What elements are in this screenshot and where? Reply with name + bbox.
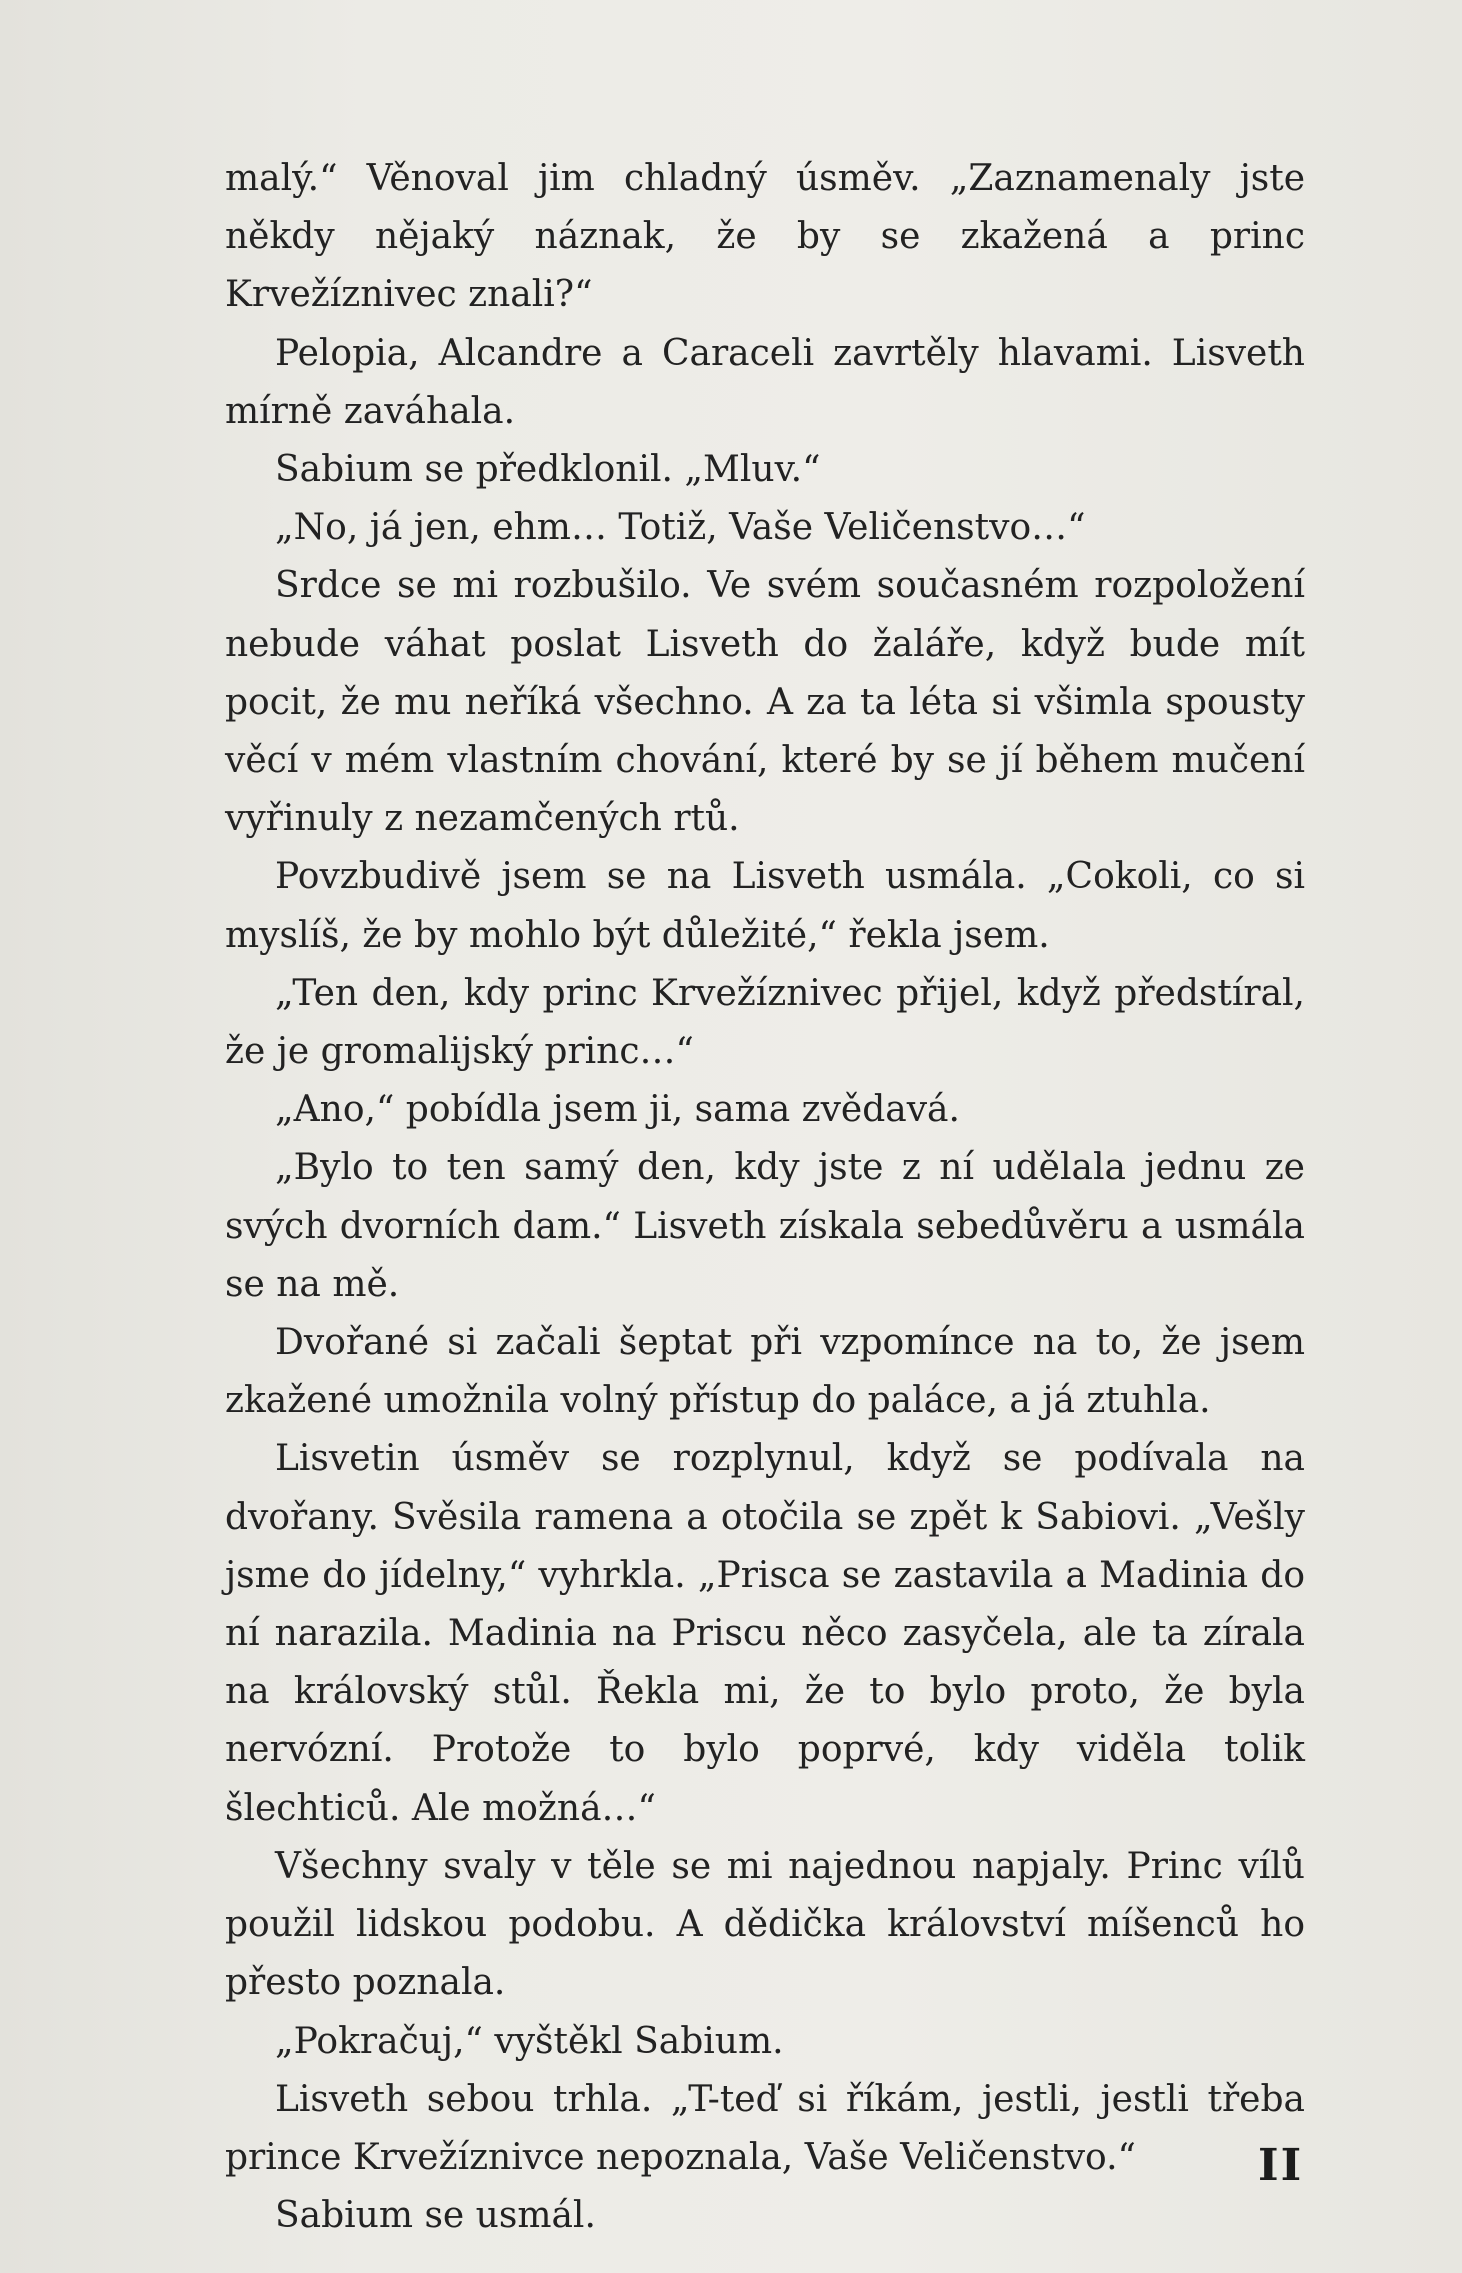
paragraph: „No, já jen, ehm… Totiž, Vaše Veličenstvo…“ bbox=[275, 507, 1086, 549]
paragraph: malý.“ Věnoval jim chladný úsměv. „Zaznamenaly jste někdy nějaký náznak, že by se zkažená a princ Krvežíznivec znali?“ bbox=[225, 158, 1305, 316]
paragraph: Všechny svaly v těle se mi najednou napjaly. Princ vílů použil lidskou podobu. A dědička království míšenců ho přesto poznala. bbox=[225, 1845, 1305, 2004]
paragraph: Lisvetin úsměv se rozplynul, když se podívala na dvořany. Svěsila ramena a otočila se zpět k Sabiovi. „Vešly jsme do jídelny,“ vyhrkla. „Prisca se zastavila a Madinia do ní narazila. Madinia na Priscu něco zasyčela, ale ta zírala na královský stůl. Řekla mi, že to bylo proto, že byla nervózní. Protože to bylo poprvé, kdy viděla tolik šlechticů. Ale možná…“ bbox=[225, 1438, 1305, 1829]
page-number: II bbox=[1258, 2140, 1304, 2191]
body-text bbox=[225, 150, 1305, 2245]
paragraph: „Ten den, kdy princ Krvežíznivec přijel, když předstíral, že je gromalijský princ…“ bbox=[225, 972, 1305, 1073]
paragraph: Dvořané si začali šeptat při vzpomínce na to, že jsem zkažené umožnila volný přístup do paláce, a já ztuhla. bbox=[225, 1322, 1305, 1422]
paragraph: Povzbudivě jsem se na Lisveth usmála. „Cokoli, co si myslíš, že by mohlo být důležité,“ řekla jsem. bbox=[225, 856, 1305, 956]
paragraph: Lisveth sebou trhla. „T-teď si říkám, jestli, jestli třeba prince Krvežíznivce nepoznala, Vaše Veličenstvo.“ bbox=[225, 2078, 1305, 2178]
paragraph: Pelopia, Alcandre a Caraceli zavrtěly hlavami. Lisveth mírně zaváhala. bbox=[225, 332, 1305, 432]
paragraph: „Ano,“ pobídla jsem ji, sama zvědavá. bbox=[275, 1089, 960, 1131]
paragraph: Sabium se předklonil. „Mluv.“ bbox=[275, 449, 821, 491]
paragraph: Sabium se usmál. bbox=[275, 2195, 596, 2237]
paragraph: „Pokračuj,“ vyštěkl Sabium. bbox=[275, 2020, 784, 2062]
paragraph: Srdce se mi rozbušilo. Ve svém současném rozpoložení nebude váhat poslat Lisveth do žaláře, když bude mít pocit, že mu neříká všechno. A za ta léta si všimla spousty věcí v mém vlastním chování, které by se jí během mučení vyřinuly z nezamčených rtů. bbox=[225, 565, 1305, 840]
paragraph: „Bylo to ten samý den, kdy jste z ní udělala jednu ze svých dvorních dam.“ Lisveth získala sebedůvěru a usmála se na mě. bbox=[225, 1147, 1305, 1305]
